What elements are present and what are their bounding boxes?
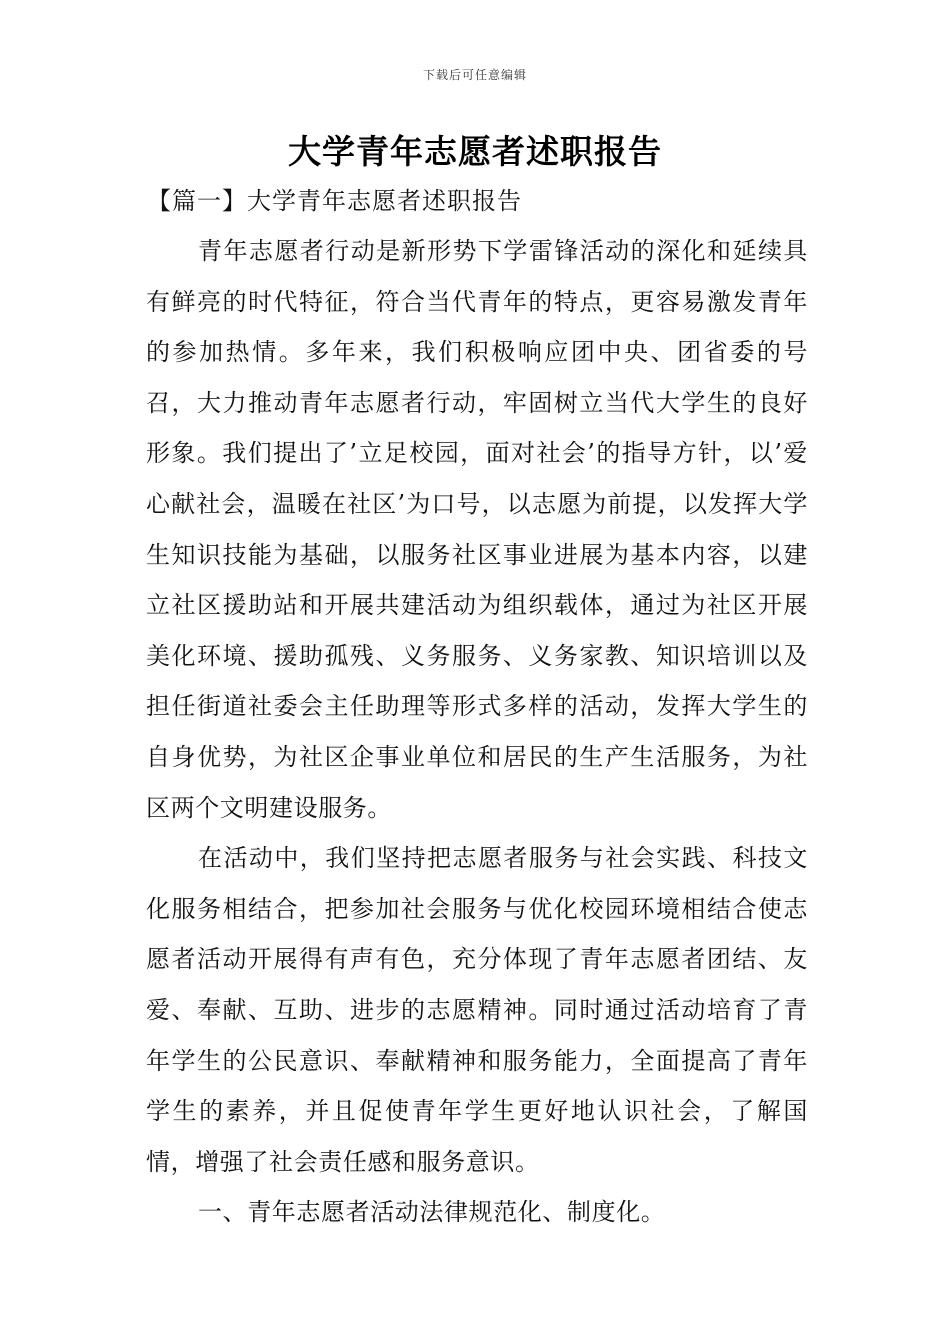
- document-title: 大学青年志愿者述职报告: [288, 132, 662, 171]
- section-heading: 【篇一】大学青年志愿者述职报告: [147, 187, 522, 215]
- paragraph-1: 青年志愿者行动是新形势下学雷锋活动的深化和延续具有鲜亮的时代特征，符合当代青年的特点，更容易激发青年的参加热情。多年来，我们积极响应团中央、团省委的号召，大力推动青年志愿者行动，牢固树立当代大学生的良好形象。我们提出了’立足校园，面对社会’的指导方针，以’爱心献社会，温暖在社区’为口号，以志愿为前提，以发挥大学生知识技能为基础，以服务社区事业进展为基本内容，以建立社区援助站和开展共建活动为组织载体，通过为社区开展美化环境、援助孤残、义务服务、义务家教、知识培训以及担任街道社委会主任助理等形式多样的活动，发挥大学生的自身优势，为社区企事业单位和居民的生产生活服务，为社区两个文明建设服务。: [146, 237, 808, 822]
- paragraph-2: 在活动中，我们坚持把志愿者服务与社会实践、科技文化服务相结合，把参加社会服务与优化校园环境相结合使志愿者活动开展得有声有色，充分体现了青年志愿者团结、友爱、奉献、互助、进步的志愿精神。同时通过活动培育了青年学生的公民意识、奉献精神和服务能力，全面提高了青年学生的素养，并且促使青年学生更好地认识社会，了解国情，增强了社会责任感和服务意识。: [146, 844, 808, 1176]
- paragraph-3: 一、青年志愿者活动法律规范化、制度化。: [198, 1198, 666, 1227]
- header-note: 下载后可任意编辑: [422, 68, 527, 82]
- document-body: [146, 226, 808, 1238]
